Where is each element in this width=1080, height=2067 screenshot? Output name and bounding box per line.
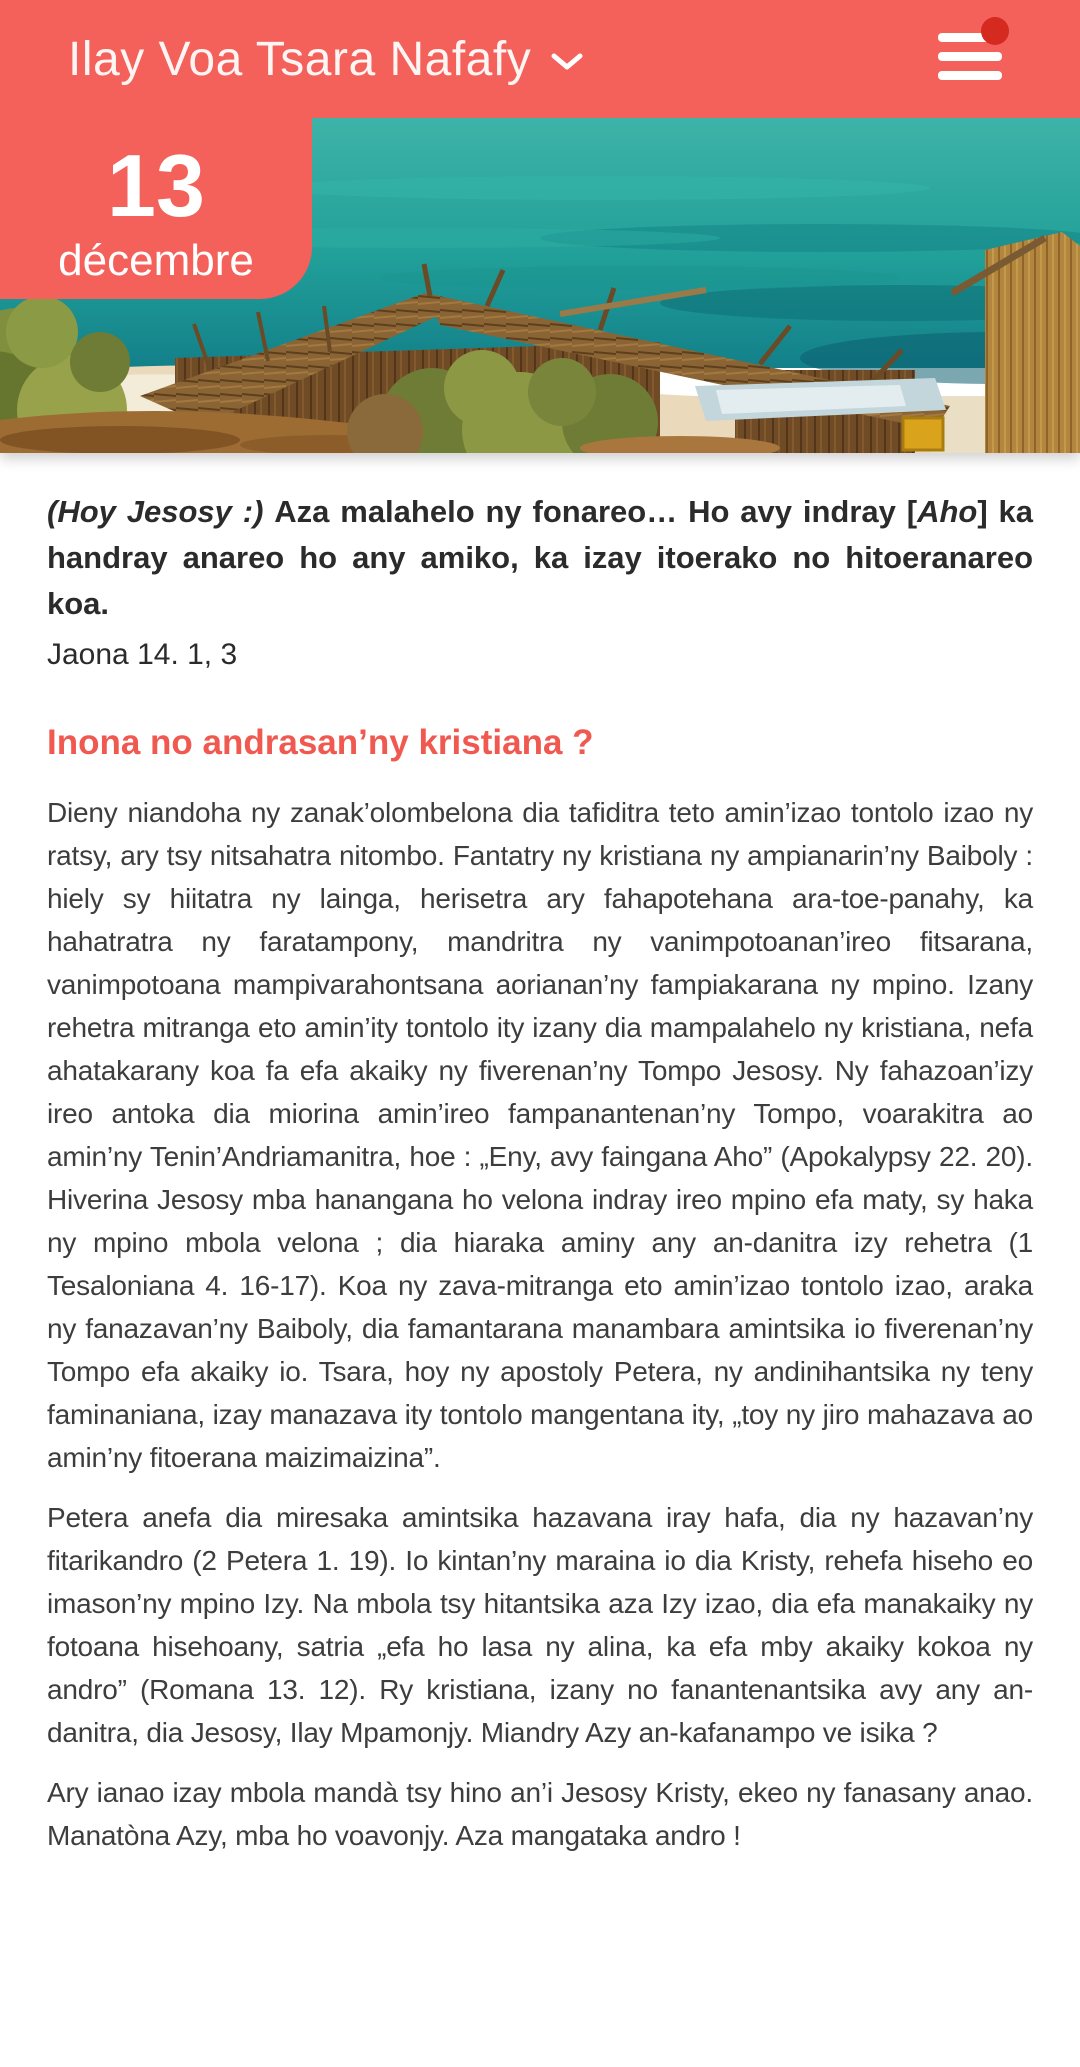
paragraph: Ary ianao izay mbola mandà tsy hino an’i Jesosy Kristy, ekeo ny fanasany anao. Manatòna Azy, mba ho voavonjy. Aza mangataka andro ! <box>47 1777 1033 1851</box>
verse-body-1: Aza malahelo ny fonareo… Ho avy indray [ <box>274 494 918 529</box>
app-header <box>0 0 1080 118</box>
verse-emphasis: Aho <box>917 494 978 529</box>
verse-body-2: ] ka handray anareo ho any amiko, ka izay itoerako no hitoeranareo koa. <box>47 494 1033 621</box>
chevron-down-icon <box>551 53 583 76</box>
date-badge[interactable] <box>0 117 312 299</box>
paragraph: Petera anefa dia miresaka amintsika hazavana iray hafa, dia ny hazavan’ny fitarikandro (2 Petera 1. 19). Io kintan’ny maraina io dia Kristy, rehefa hiseho eo imason’ny mpino Izy. Na mbola tsy hitantsika aza Izy izao, dia efa manakaiky ny fotoana hisehoany, satria „efa ho lasa ny alina, ka efa mby akaiky kokoa ny andro” (Romana 13. 12). Ry kristiana, izany no fanantenantsika avy any an-danitra, dia Jesosy, Ilay Mpamonjy. Miandry Azy an-kafanampo ve isika ? <box>47 1502 1033 1748</box>
publication-selector[interactable] <box>68 32 583 87</box>
menu-button[interactable] <box>938 33 1002 85</box>
verse-opener: (Hoy Jesosy :) <box>47 494 275 529</box>
date-day: 13 <box>107 136 205 236</box>
hero-section <box>0 118 1080 453</box>
devotional-article <box>0 453 1080 1887</box>
notification-dot <box>981 17 1009 45</box>
date-month: décembre <box>58 235 254 285</box>
paragraph: Dieny niandoha ny zanak’olombelona dia tafiditra teto amin’izao tontolo izao ny ratsy, ary tsy nitsahatra nitombo. Fantatry ny kristiana ny ampianarin’ny Baiboly : hiely sy hiitatra ny lainga, herisetra ary fahapotehana ara-toe-panahy, ka hahatratra ny faratampony, mandritra ny vanimpotoanan’ireo fitsarana, vanimpotoana mampivarahontsana aorianan’ny fampiakarana ny mpino. Izany rehetra mitranga eto amin’ity tontolo ity izany dia mampalahelo ny kristiana, nefa ahatakarany koa fa efa akaiky ny fiverenan’ny Tompo Jesosy. Ny fahazoan’izy ireo antoka dia miorina amin’ireo fampanantenan’ny Tompo, voarakitra ao amin’ny Tenin’Andriamanitra, hoe : „Eny, avy faingana Aho” (Apokalypsy 22. 20). Hiverina Jesosy mba hanangana ho velona indray ireo mpino efa maty, sy haka ny mpino mbola velona ; dia hiaraka aminy any an-danitra izy rehetra (1 Tesaloniana 4. 16-17). Koa ny zava-mitranga eto amin’izao tontolo izao, araka ny fanazavan’ny Baiboly, dia famantarana manambara amintsika io fiverenan’ny Tompo efa akaiky io. Tsara, hoy ny apostoly Petera, ny andinihantsika ny teny faminaniana, izay manazava ity tontolo mangentana ity, „toy ny jiro mahazava ao amin’ny fitoerana maizimaizina”. <box>47 797 1033 1473</box>
verse-reference: Jaona 14. 1, 3 <box>47 638 238 671</box>
page-title: Ilay Voa Tsara Nafafy <box>68 32 532 86</box>
section-heading: Inona no andrasan’ny kristiana ? <box>47 723 594 762</box>
verse-text <box>47 489 1033 627</box>
